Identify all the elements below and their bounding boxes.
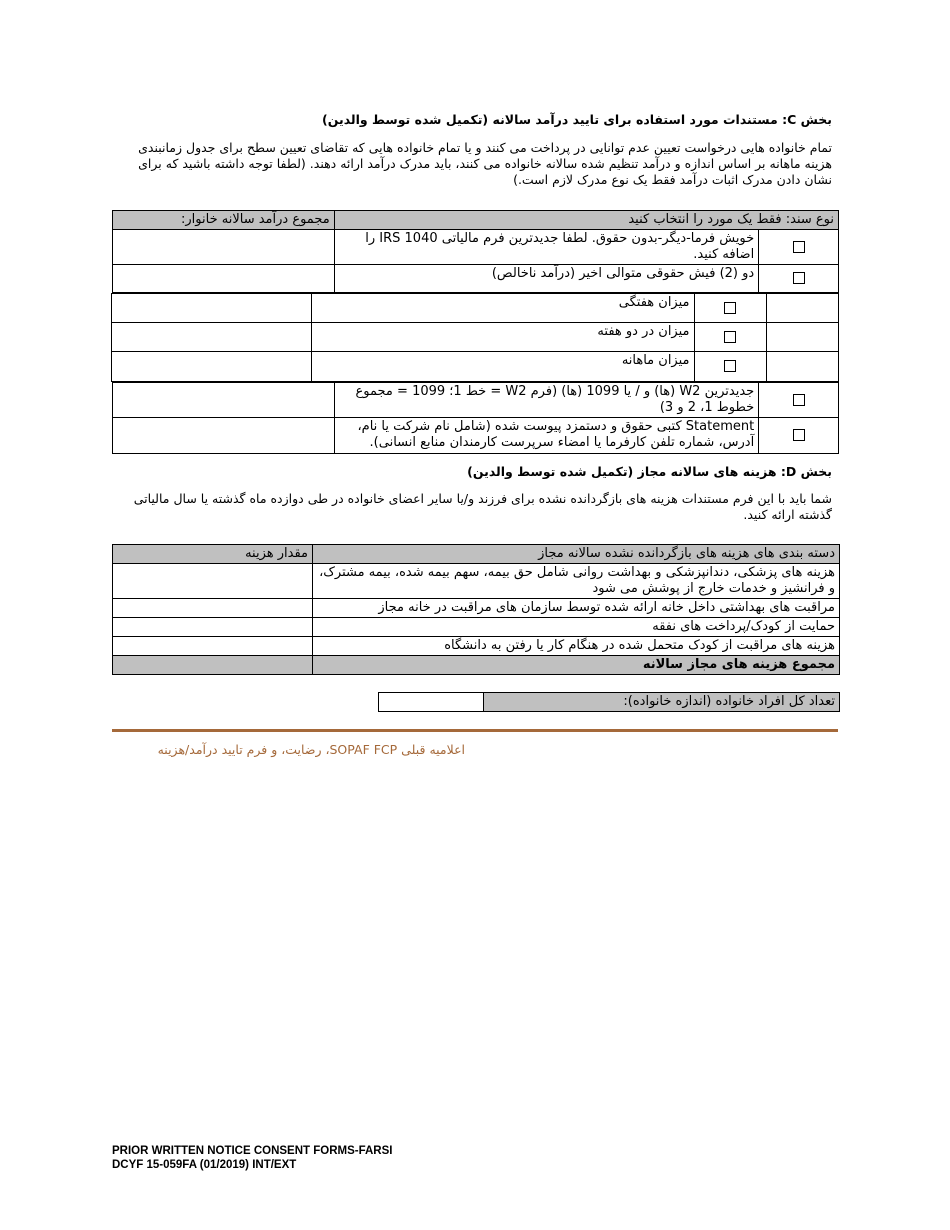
monthly-rate-amount-cell[interactable] xyxy=(111,352,311,382)
section-d-intro: شما باید با این فرم مستندات هزینه های بازگردانده نشده برای فرزند و/یا سایر اعضای خانواده در طی دوازده ماه گذشته یا سال مالیاتی گذشته ارائه کنید. xyxy=(133,491,832,522)
table-row xyxy=(113,265,839,293)
biweekly-rate-checkbox[interactable] xyxy=(724,331,736,343)
expense-amount-header: مقدار هزینه xyxy=(113,545,313,564)
payroll-statement-label: Statement کتبی حقوق و دستمزد پیوست شده (شامل نام شرکت یا نام، آدرس، شماره تلفن کارفرما یا امضاء سرپرست کارمندان منابع انسانی). xyxy=(334,418,759,454)
pay-stubs-checkbox[interactable] xyxy=(793,272,805,284)
form-code: DCYF 15-059FA (01/2019) INT/EXT xyxy=(112,1159,297,1171)
child-support-expense-input[interactable] xyxy=(113,618,313,637)
total-income-input[interactable] xyxy=(113,230,335,265)
sub-row-empty-cell xyxy=(766,323,838,352)
medical-expense-label: هزینه های پزشکی، دندانپزشکی و بهداشت روانی شامل حق بیمه، سهم بیمه شده، بیمه مشترک، و فرانشیز و خدمات خارج از پوشش می شود xyxy=(313,564,840,599)
table-row xyxy=(113,599,840,618)
pay-stubs-label: دو (2) فیش حقوقی متوالی اخیر (درآمد ناخالص) xyxy=(334,265,759,293)
payroll-statement-amount-cell[interactable] xyxy=(113,418,335,454)
section-d-title: بخش D: هزینه های سالانه مجاز (تکمیل شده توسط والدین) xyxy=(467,464,832,479)
section-c-title: بخش C: مستندات مورد استفاده برای تایید درآمد سالانه (تکمیل شده توسط والدین) xyxy=(322,112,832,127)
w2-1099-label: جدیدترین W2 (ها) و / یا 1099 (ها) (فرم W2 = خط 1؛ 1099 = مجموع خطوط 1، 2 و 3) xyxy=(334,383,759,418)
household-size-label: تعداد کل افراد خانواده (اندازه خانواده): xyxy=(484,693,840,712)
childcare-expense-input[interactable] xyxy=(113,637,313,656)
table-row xyxy=(113,293,839,383)
sub-row-empty-cell xyxy=(766,352,838,382)
w2-1099-checkbox[interactable] xyxy=(793,394,805,406)
self-employed-checkbox[interactable] xyxy=(793,241,805,253)
monthly-rate-checkbox[interactable] xyxy=(724,360,736,372)
w2-1099-amount-cell[interactable] xyxy=(113,383,335,418)
total-expenses-label: مجموع هزینه های مجاز سالانه xyxy=(313,656,840,675)
footer-page-title: اعلامیه قبلی SOPAF FCP، رضایت، و فرم تایید درآمد/هزینه xyxy=(157,742,465,757)
household-size-table xyxy=(378,692,840,712)
form-name: PRIOR WRITTEN NOTICE CONSENT FORMS-FARSI xyxy=(112,1145,393,1157)
childcare-expense-label: هزینه های مراقبت از کودک متحمل شده در هنگام کار یا رفتن به دانشگاه xyxy=(313,637,840,656)
monthly-rate-label: میزان ماهانه xyxy=(311,352,694,382)
total-income-header: مجموع درآمد سالانه خانوار: xyxy=(113,211,335,230)
table-row xyxy=(113,618,840,637)
table-row xyxy=(113,230,839,265)
medical-expense-input[interactable] xyxy=(113,564,313,599)
biweekly-rate-amount-cell[interactable] xyxy=(111,323,311,352)
income-documents-table xyxy=(112,210,839,454)
payroll-statement-checkbox[interactable] xyxy=(793,429,805,441)
pay-stubs-amount-cell[interactable] xyxy=(113,265,335,293)
expense-category-header: دسته بندی های هزینه های بازگردانده نشده سالانه مجاز xyxy=(313,545,840,564)
table-row xyxy=(113,418,839,454)
child-support-expense-label: حمایت از کودک/پرداخت های نفقه xyxy=(313,618,840,637)
home-care-expense-label: مراقبت های بهداشتی داخل خانه ارائه شده توسط سازمان های مراقبت در خانه مجاز xyxy=(313,599,840,618)
sub-row-empty-cell xyxy=(766,294,838,323)
table-row xyxy=(113,564,840,599)
weekly-rate-label: میزان هفتگی xyxy=(311,294,694,323)
expenses-table xyxy=(112,544,840,675)
household-size-input[interactable] xyxy=(379,693,484,712)
weekly-rate-amount-cell[interactable] xyxy=(111,294,311,323)
biweekly-rate-label: میزان در دو هفته xyxy=(311,323,694,352)
table-row xyxy=(113,637,840,656)
doc-type-header: نوع سند: فقط یک مورد را انتخاب کنید xyxy=(334,211,838,230)
self-employed-label: خویش فرما-دیگر-بدون حقوق. لطفا جدیدترین فرم مالیاتی IRS 1040 را اضافه کنید. xyxy=(334,230,759,265)
section-c-intro: تمام خانواده هایی درخواست تعیین عدم توانایی در پرداخت می کنند و یا تمام خانواده هایی که تقاضای تعیین سطح برای جدول زمانبندی هزینه ماهانه بر اساس اندازه و درآمد تنظیم شده سالانه خانواده می کنند، باید مدرک درآمد ارائه دهند. (لطفا توجه داشته باشید که برای نشان دادن مدرک اثبات درآمد فقط یک نوع مدرک لازم است.) xyxy=(138,140,832,187)
home-care-expense-input[interactable] xyxy=(113,599,313,618)
weekly-rate-checkbox[interactable] xyxy=(724,302,736,314)
table-row xyxy=(113,383,839,418)
total-expenses-cell xyxy=(113,656,313,675)
footer-divider xyxy=(112,729,838,732)
